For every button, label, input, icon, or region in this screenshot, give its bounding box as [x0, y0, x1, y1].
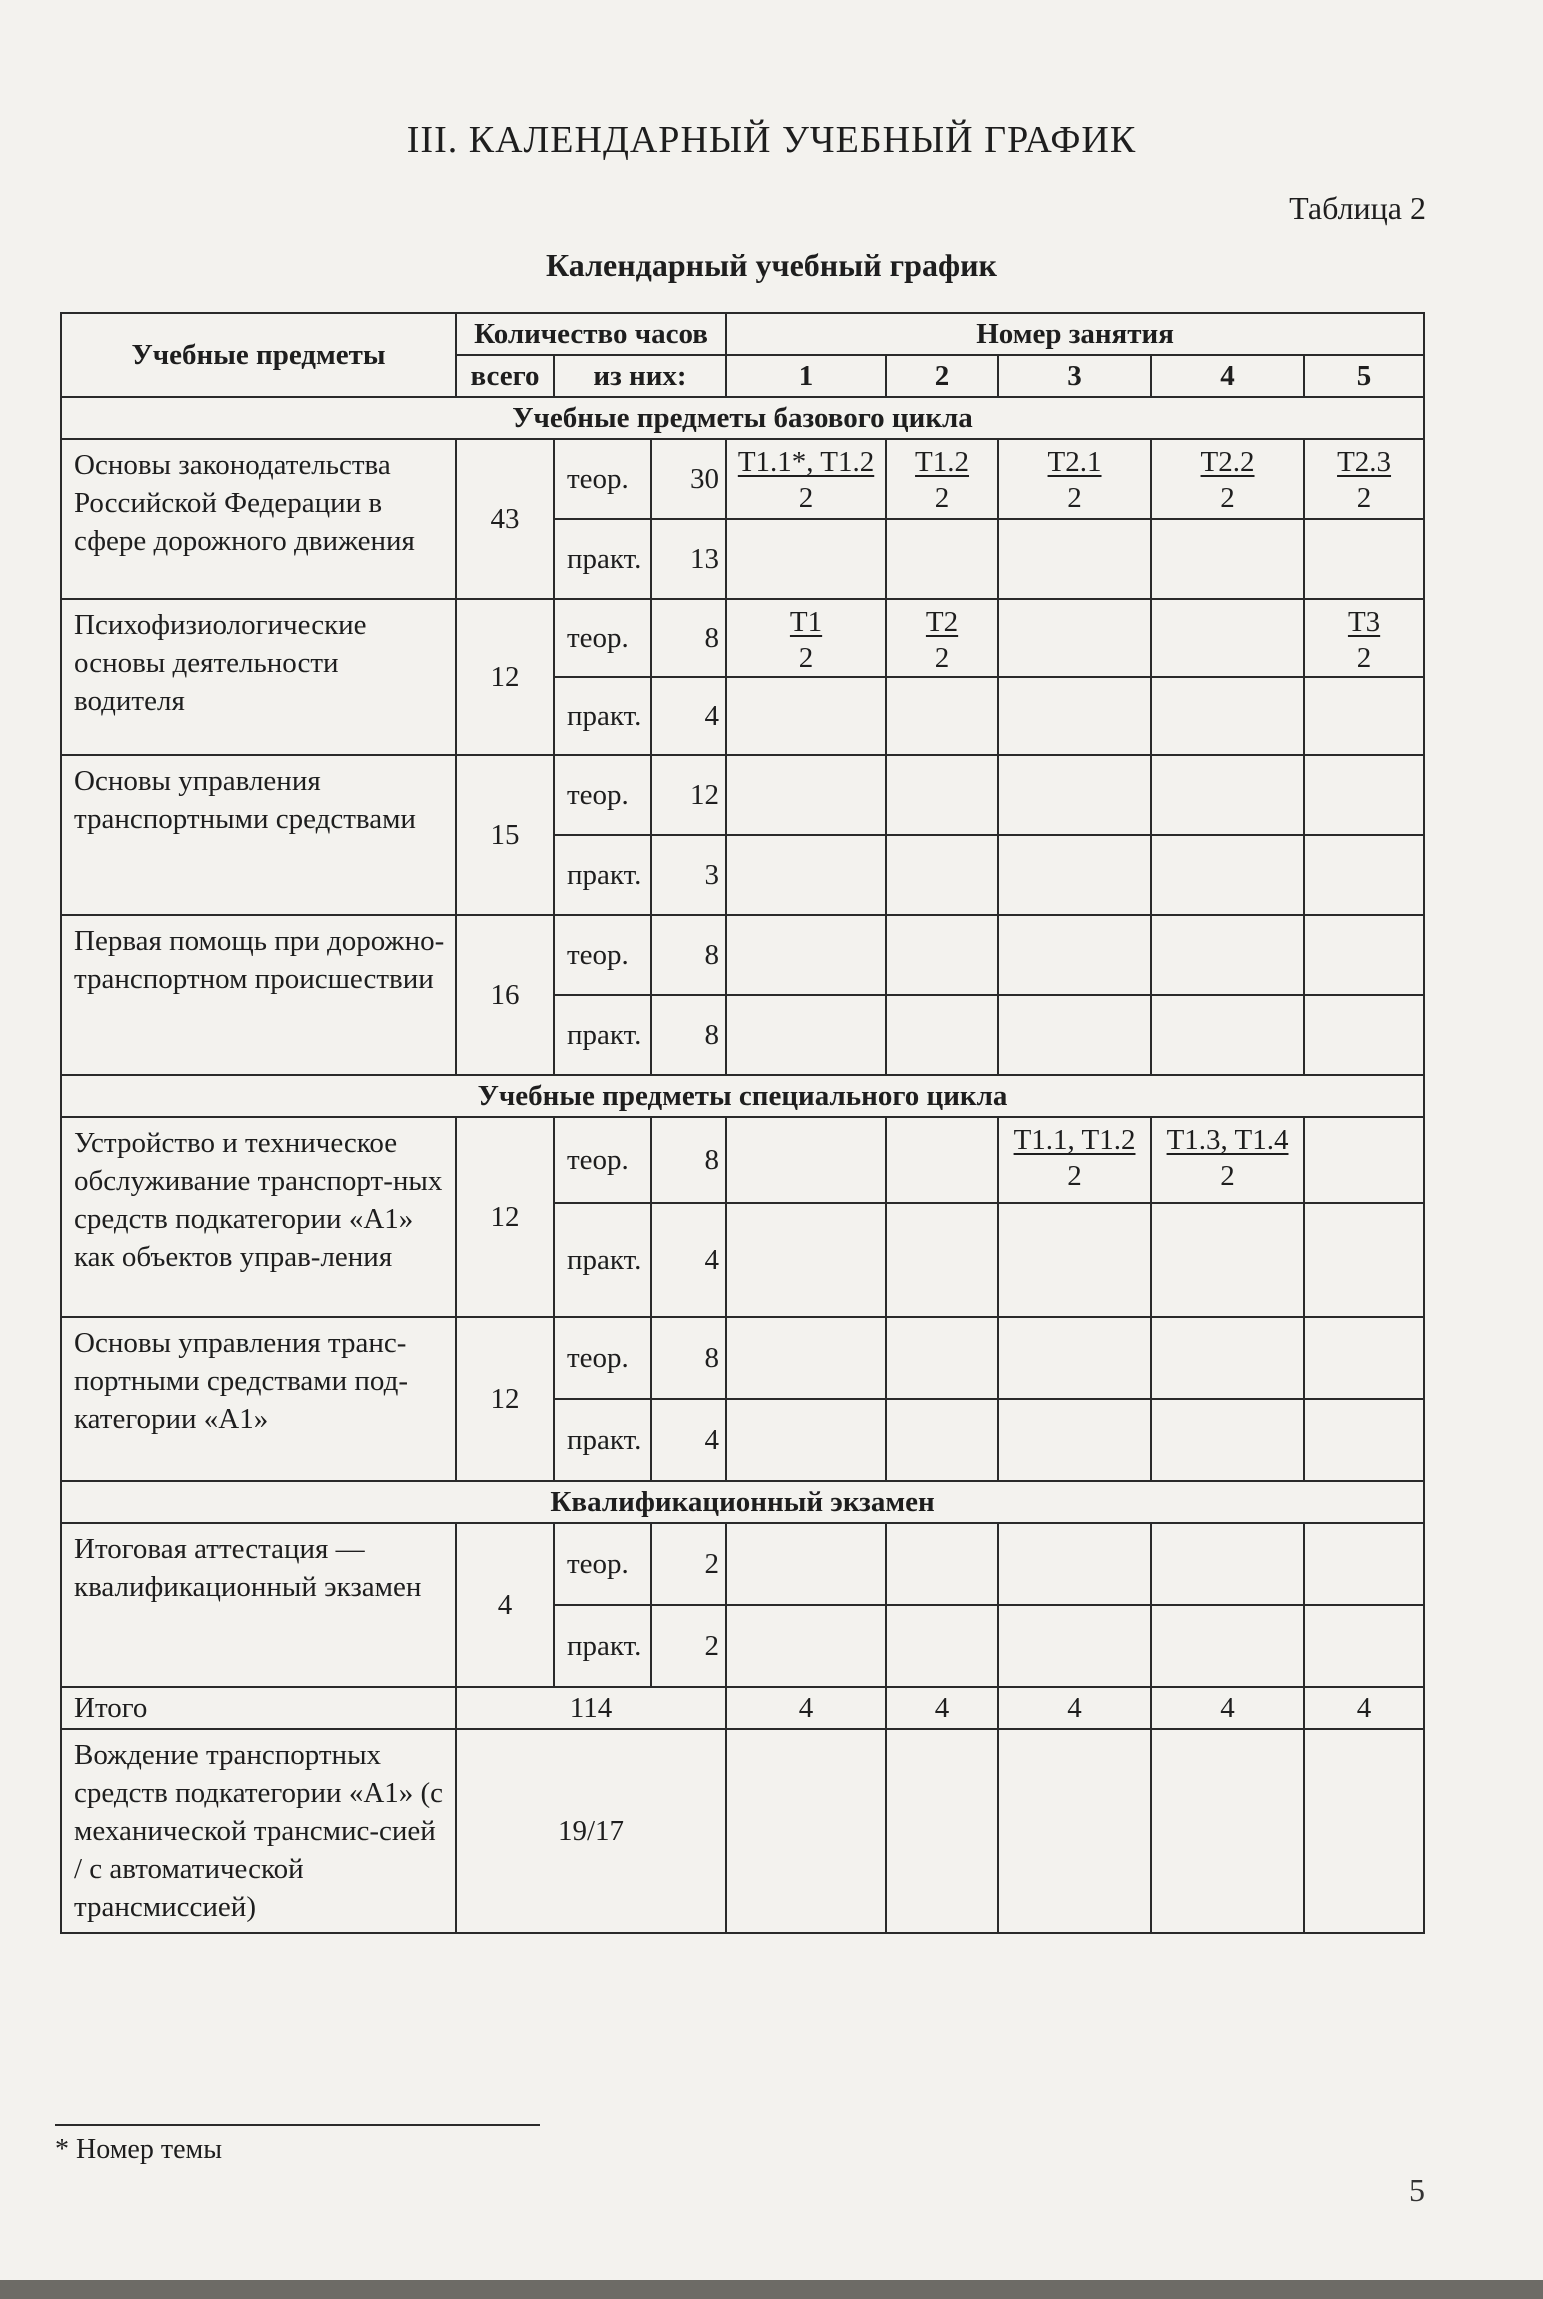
practice-label: практ. [554, 1605, 651, 1687]
table-row [61, 915, 1424, 995]
section-base-cycle: Учебные предметы базового цикла [61, 397, 1424, 439]
practice-hours: 2 [651, 1605, 726, 1687]
header-total: всего [456, 355, 554, 397]
lesson-cell [886, 599, 998, 677]
subject-name: Итоговая аттестация — квалификационный экзамен [61, 1523, 456, 1687]
header-lesson-1: 1 [726, 355, 886, 397]
header-hours: Количество часов [456, 313, 726, 355]
subject-total: 12 [456, 1117, 554, 1317]
subject-total: 4 [456, 1523, 554, 1687]
theory-hours: 8 [651, 915, 726, 995]
lesson-cell [1304, 439, 1424, 519]
schedule-table [60, 312, 1425, 1934]
lesson-hours: 2 [1220, 1160, 1235, 1192]
practice-hours: 3 [651, 835, 726, 915]
subject-total: 43 [456, 439, 554, 599]
totals-lesson-2: 4 [886, 1687, 998, 1729]
practice-hours: 8 [651, 995, 726, 1075]
section-heading: III. КАЛЕНДАРНЫЙ УЧЕБНЫЙ ГРАФИК [406, 119, 1137, 161]
header-of-which: из них: [554, 355, 726, 397]
table-row [61, 439, 1424, 519]
totals-lesson-5: 4 [1304, 1687, 1424, 1729]
table-row [61, 1317, 1424, 1399]
section-exam: Квалификационный экзамен [61, 1481, 1424, 1523]
totals-row [61, 1687, 1424, 1729]
lesson-cell [998, 599, 1151, 677]
lesson-hours: 2 [1067, 482, 1082, 514]
lesson-cell [726, 1117, 886, 1203]
driving-hours: 19/17 [456, 1729, 726, 1933]
lesson-hours: 2 [934, 642, 950, 674]
practice-label: практ. [554, 1203, 651, 1317]
driving-row [61, 1729, 1424, 1933]
lesson-topic: T2.2 [1200, 446, 1255, 478]
totals-lesson-1: 4 [726, 1687, 886, 1729]
lesson-cell [1151, 1117, 1304, 1203]
header-lesson-number: Номер занятия [726, 313, 1424, 355]
totals-lesson-4: 4 [1151, 1687, 1304, 1729]
lesson-cell [886, 1117, 998, 1203]
practice-label: практ. [554, 677, 651, 755]
lesson-cell [1151, 599, 1304, 677]
practice-label: практ. [554, 835, 651, 915]
subject-total: 15 [456, 755, 554, 915]
lesson-cell [998, 1117, 1151, 1203]
header-subjects: Учебные предметы [61, 313, 456, 397]
subject-name: Основы управления транс-портными средствами под-категории «А1» [61, 1317, 456, 1481]
lesson-hours: 2 [1067, 1160, 1082, 1192]
practice-label: практ. [554, 1399, 651, 1481]
lesson-hours: 2 [1356, 642, 1372, 674]
footnote: * Номер темы [55, 2134, 223, 2165]
lesson-topic: T1.2 [915, 446, 970, 478]
practice-label: практ. [554, 519, 651, 599]
lesson-hours: 2 [798, 482, 814, 514]
subject-name: Устройство и техническое обслуживание транспорт-ных средств подкатегории «А1» как объектов управ-ления [61, 1117, 456, 1317]
background-strip [0, 2280, 1543, 2299]
lesson-cell [726, 439, 886, 519]
lesson-topic: T2 [925, 606, 959, 638]
subject-name: Основы управления транспортными средствами [61, 755, 456, 915]
header-lesson-3: 3 [998, 355, 1151, 397]
theory-label: теор. [554, 599, 651, 677]
subject-total: 12 [456, 1317, 554, 1481]
practice-hours: 4 [651, 677, 726, 755]
header-lesson-4: 4 [1151, 355, 1304, 397]
practice-hours: 13 [651, 519, 726, 599]
lesson-topic: T1 [789, 606, 823, 638]
lesson-topic: T2.1 [1047, 446, 1102, 478]
table-row [61, 755, 1424, 835]
lesson-cell [1151, 439, 1304, 519]
table-title: Календарный учебный график [546, 247, 997, 283]
table-row [61, 1117, 1424, 1203]
theory-hours: 8 [651, 1317, 726, 1399]
theory-label: теор. [554, 755, 651, 835]
theory-hours: 30 [651, 439, 726, 519]
totals-hours: 114 [456, 1687, 726, 1729]
lesson-topic: T1.1, T1.2 [1013, 1124, 1136, 1156]
theory-label: теор. [554, 915, 651, 995]
driving-label: Вождение транспортных средств подкатегории «А1» (с механической трансмис-сией / с автоматической трансмиссией) [61, 1729, 456, 1933]
theory-label: теор. [554, 439, 651, 519]
lesson-cell [886, 439, 998, 519]
page-number: 5 [1409, 2172, 1425, 2208]
lesson-topic: T3 [1347, 606, 1381, 638]
lesson-cell [726, 599, 886, 677]
section-special-cycle: Учебные предметы специального цикла [61, 1075, 1424, 1117]
lesson-topic: T1.1*, T1.2 [737, 446, 875, 478]
theory-label: теор. [554, 1317, 651, 1399]
lesson-topic: T1.3, T1.4 [1166, 1124, 1289, 1156]
subject-total: 16 [456, 915, 554, 1075]
subject-total: 12 [456, 599, 554, 755]
lesson-topic: T2.3 [1337, 446, 1392, 478]
table-number: Таблица 2 [1289, 190, 1426, 226]
lesson-hours: 2 [1356, 482, 1372, 514]
footnote-divider [55, 2124, 540, 2126]
subject-name: Психофизиологические основы деятельности водителя [61, 599, 456, 755]
practice-hours: 4 [651, 1203, 726, 1317]
table-row [61, 599, 1424, 677]
lesson-cell [1304, 1117, 1424, 1203]
lesson-hours: 2 [1220, 482, 1235, 514]
table-row [61, 1523, 1424, 1605]
subject-name: Первая помощь при дорожно-транспортном происшествии [61, 915, 456, 1075]
header-lesson-5: 5 [1304, 355, 1424, 397]
theory-hours: 8 [651, 599, 726, 677]
lesson-hours: 2 [934, 482, 950, 514]
lesson-hours: 2 [798, 642, 814, 674]
header-lesson-2: 2 [886, 355, 998, 397]
theory-label: теор. [554, 1117, 651, 1203]
theory-hours: 8 [651, 1117, 726, 1203]
theory-label: теор. [554, 1523, 651, 1605]
totals-label: Итого [61, 1687, 456, 1729]
theory-hours: 12 [651, 755, 726, 835]
subject-name: Основы законодательства Российской Федерации в сфере дорожного движения [61, 439, 456, 599]
practice-label: практ. [554, 995, 651, 1075]
totals-lesson-3: 4 [998, 1687, 1151, 1729]
theory-hours: 2 [651, 1523, 726, 1605]
practice-hours: 4 [651, 1399, 726, 1481]
lesson-cell [1304, 599, 1424, 677]
lesson-cell [998, 439, 1151, 519]
